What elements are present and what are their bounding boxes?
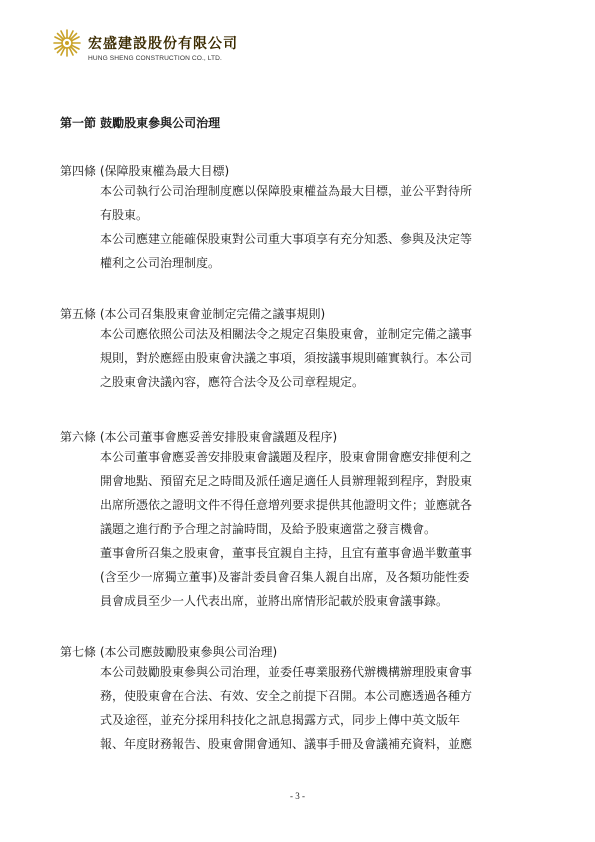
article-line: 式及途徑，並充分採用科技化之訊息揭露方式，同步上傳中英文版年 (100, 713, 461, 727)
article-6 (60, 429, 540, 613)
article-line: 本公司鼓勵股東參與公司治理，並委任專業服務代辦機構辦理股東會事 (100, 665, 473, 679)
article-body (100, 660, 536, 756)
article-heading: 第六條 (本公司董事會應妥善安排股東會議題及程序) (60, 430, 338, 444)
article-heading: 第七條 (本公司應鼓勵股東參與公司治理) (60, 645, 278, 659)
article-7 (60, 644, 540, 756)
article-line: 規則，對於應經由股東會決議之事項，須按議事規則確實執行。本公司 (100, 351, 473, 365)
article-body (100, 179, 536, 275)
company-logo-icon (52, 28, 82, 58)
article-line: 本公司董事會應妥善安排股東會議題及程序，股東會開會應安排便利之 (100, 450, 473, 464)
article-line: 員會成員至少一人代表出席，並將出席情形記載於股東會議事錄。 (100, 594, 449, 608)
article-line: 有股東。 (100, 208, 149, 222)
article-line: 之股東會決議內容，應符合法令及公司章程規定。 (100, 375, 365, 389)
article-line: 本公司執行公司治理制度應以保障股東權益為最大目標，並公平對待所 (100, 184, 473, 198)
article-body (100, 445, 536, 613)
article-line: 出席所憑依之證明文件不得任意增列要求提供其他證明文件；並應就各 (100, 498, 473, 512)
company-name-en: HUNG SHENG CONSTRUCTION CO., LTD. (88, 55, 222, 62)
article-body (100, 322, 536, 394)
article-5 (60, 306, 540, 394)
article-line: 開會地點、預留充足之時間及派任適足適任人員辦理報到程序，對股東 (100, 474, 473, 488)
article-line: 董事會所召集之股東會，董事長宜親自主持，且宜有董事會過半數董事 (100, 546, 473, 560)
article-line: 議題之進行酌予合理之討論時間，及給予股東適當之發言機會。 (100, 522, 437, 536)
article-line: 報、年度財務報告、股東會開會通知、議事手冊及會議補充資料，並應 (100, 737, 473, 751)
article-heading: 第五條 (本公司召集股東會並制定完備之議事規則) (60, 307, 326, 321)
page-number: - 3 - (290, 791, 305, 801)
article-line: 權利之公司治理制度。 (100, 256, 221, 270)
article-4 (60, 163, 540, 275)
article-line: 務，使股東會在合法、有效、安全之前提下召開。本公司應透過各種方 (100, 689, 473, 703)
article-line: 本公司應建立能確保股東對公司重大事項享有充分知悉、參與及決定等 (100, 232, 473, 246)
article-line: 本公司應依照公司法及相關法令之規定召集股東會，並制定完備之議事 (100, 327, 473, 341)
article-heading: 第四條 (保障股東權為最大目標) (60, 164, 230, 178)
company-name-zh: 宏盛建設股份有限公司 (88, 36, 238, 52)
section-title: 第一節 鼓勵股東參與公司治理 (60, 116, 221, 130)
article-line: (含至少一席獨立董事)及審計委員會召集人親自出席，及各類功能性委 (100, 570, 470, 584)
